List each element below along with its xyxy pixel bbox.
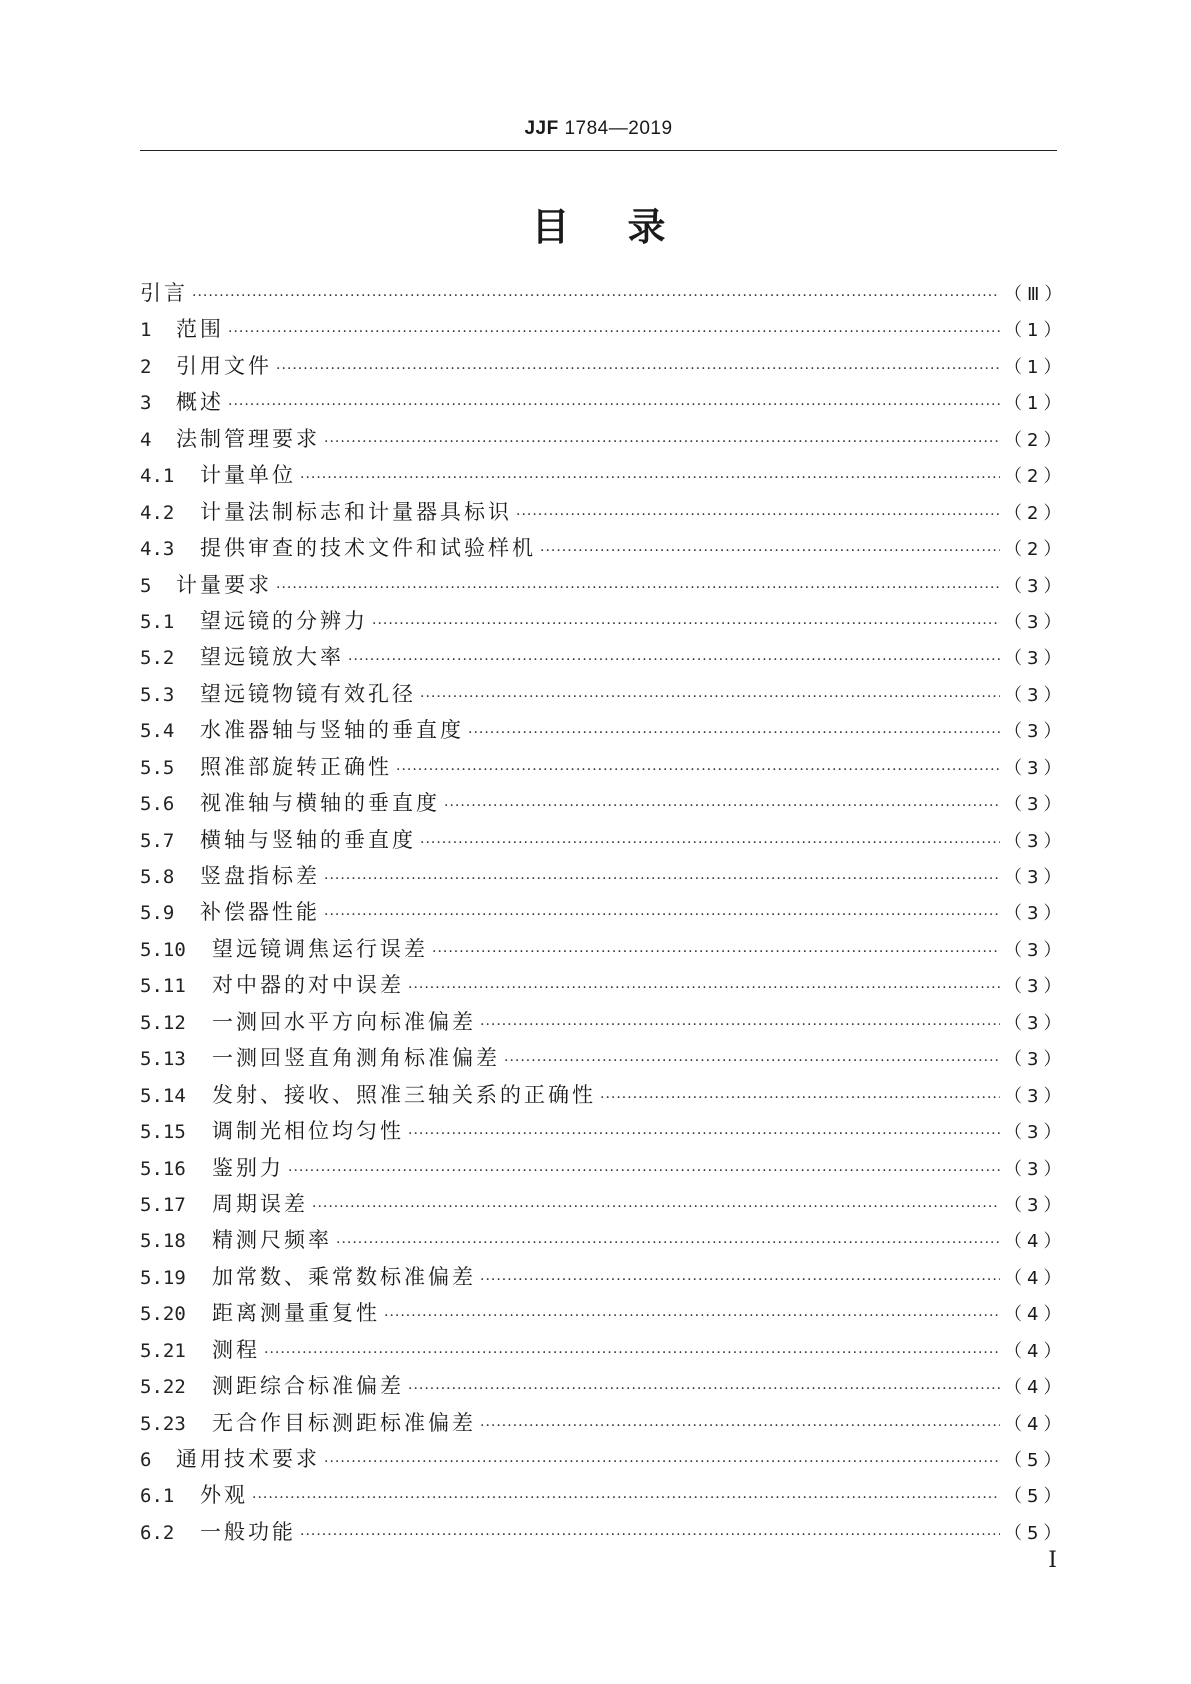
toc-leader-dots — [468, 715, 1000, 751]
toc-entry-page: （4） — [1004, 1304, 1067, 1326]
toc-entry-number: 5.5 — [140, 756, 175, 779]
toc-entry-page: （5） — [1004, 1450, 1067, 1471]
toc-entry[interactable] — [140, 275, 1068, 311]
toc-leader-dots — [408, 1371, 1000, 1407]
toc-entry-page: （1） — [1004, 320, 1067, 342]
toc-entry[interactable] — [140, 348, 1067, 384]
toc-entry-page: （3） — [1004, 611, 1067, 633]
toc-leader-dots — [324, 861, 1000, 897]
toc-entry-number: 5.16 — [140, 1157, 186, 1180]
toc-entry-title: 概述 — [176, 390, 224, 415]
toc-leader-dots — [504, 1043, 1000, 1079]
toc-entry-title: 计量要求 — [176, 572, 272, 597]
toc-entry-number: 5 — [140, 574, 152, 597]
toc-entry-page: （3） — [1004, 1085, 1067, 1107]
toc-entry-title: 望远镜物镜有效孔径 — [200, 681, 416, 706]
toc-entry-title: 测程 — [212, 1337, 260, 1362]
toc-leader-dots — [540, 533, 1000, 569]
toc-entry[interactable] — [140, 639, 1067, 675]
toc-entry[interactable] — [140, 1405, 1067, 1441]
toc-entry[interactable] — [140, 1113, 1067, 1149]
toc-entry-page: （3） — [1004, 939, 1067, 961]
toc-entry[interactable] — [140, 1004, 1067, 1040]
toc-entry-number: 5.11 — [140, 975, 186, 998]
toc-entry-page: （2） — [1004, 539, 1067, 561]
toc-entry-page: （5） — [1004, 1486, 1067, 1508]
toc-entry[interactable] — [140, 1259, 1067, 1295]
toc-entry-number: 5.1 — [140, 610, 175, 633]
toc-entry-title: 一测回竖直角测角标准偏差 — [212, 1046, 500, 1071]
toc-entry-title: 法制管理要求 — [176, 426, 320, 451]
toc-entry-title: 距离测量重复性 — [212, 1301, 380, 1326]
toc-entry[interactable] — [140, 567, 1067, 603]
toc-entry[interactable] — [140, 1186, 1067, 1222]
toc-leader-dots — [264, 1335, 1000, 1371]
toc-entry[interactable] — [140, 785, 1067, 821]
page-number: Ⅰ — [1048, 1548, 1057, 1573]
toc-entry-title: 周期误差 — [212, 1191, 308, 1216]
toc-entry-number: 5.12 — [140, 1011, 186, 1034]
toc-entry-number: 5.2 — [140, 647, 175, 670]
toc-entry-number: 5.19 — [140, 1266, 186, 1289]
toc-entry-number: 2 — [140, 355, 152, 378]
toc-leader-dots — [408, 970, 1000, 1006]
toc-leader-dots — [444, 788, 1000, 824]
toc-entry-page: （3） — [1004, 1122, 1067, 1144]
header-rule — [140, 150, 1057, 151]
toc-entry[interactable] — [140, 311, 1067, 347]
toc-leader-dots — [192, 278, 1000, 314]
toc-entry-number: 3 — [140, 392, 152, 415]
toc-entry-title: 鉴别力 — [212, 1155, 284, 1180]
toc-entry-title: 望远镜的分辨力 — [200, 608, 368, 633]
toc-leader-dots — [396, 752, 1000, 788]
toc-entry[interactable] — [140, 1368, 1067, 1404]
toc-entry[interactable] — [140, 676, 1067, 712]
toc-entry-number: 5.8 — [140, 866, 175, 888]
toc-entry-title: 测距综合标准偏差 — [212, 1374, 404, 1399]
toc-entry-page: （3） — [1004, 1049, 1067, 1071]
toc-entry-title: 加常数、乘常数标准偏差 — [212, 1264, 476, 1289]
toc-entry[interactable] — [140, 1077, 1067, 1113]
toc-entry[interactable] — [140, 749, 1067, 785]
toc-leader-dots — [252, 1480, 1000, 1516]
toc-entry-number: 4.2 — [140, 501, 175, 524]
toc-entry[interactable] — [140, 1150, 1067, 1186]
toc-entry-number: 5.15 — [140, 1121, 186, 1144]
toc-entry-page: （3） — [1004, 575, 1067, 597]
toc-entry-title: 视准轴与横轴的垂直度 — [200, 791, 440, 816]
toc-leader-dots — [288, 1153, 1000, 1189]
toc-entry-title: 计量单位 — [200, 463, 296, 488]
toc-entry-number: 4.1 — [140, 465, 175, 488]
toc-leader-dots — [408, 1116, 1000, 1152]
toc-leader-dots — [312, 1189, 1000, 1225]
toc-entry-title: 横轴与竖轴的垂直度 — [200, 827, 416, 852]
toc-entry-title: 一测回水平方向标准偏差 — [212, 1009, 476, 1034]
toc-entry-number: 6.2 — [140, 1521, 175, 1544]
toc-entry-number: 5.6 — [140, 793, 175, 816]
toc-entry-page: （3） — [1004, 684, 1067, 706]
toc-entry-number: 6.1 — [140, 1485, 175, 1508]
toc-entry-number: 6 — [140, 1449, 152, 1471]
toc-entry-title: 通用技术要求 — [176, 1447, 320, 1471]
toc-leader-dots — [324, 1444, 1000, 1480]
toc-entry-number: 5.14 — [140, 1084, 186, 1107]
toc-leader-dots — [420, 679, 1000, 715]
toc-entry[interactable] — [140, 858, 1067, 894]
toc-entry-page: （2） — [1004, 429, 1067, 451]
toc-leader-dots — [480, 1408, 1000, 1444]
toc-entry-page: （3） — [1004, 721, 1067, 743]
toc-entry-number: 5.17 — [140, 1193, 186, 1216]
toc-entry-number: 5.3 — [140, 683, 175, 706]
toc-entry[interactable] — [140, 1040, 1067, 1076]
toc-entry-title: 调制光相位均匀性 — [212, 1119, 404, 1144]
toc-entry[interactable] — [140, 967, 1067, 1003]
toc-entry-page: （3） — [1004, 1194, 1067, 1216]
toc-entry-page: （3） — [1004, 1012, 1067, 1034]
toc-entry[interactable] — [140, 1514, 1067, 1550]
document-code-header — [140, 118, 1057, 140]
toc-entry-page: （3） — [1004, 903, 1067, 925]
toc-entry-title: 引言 — [140, 281, 188, 305]
toc-leader-dots — [480, 1007, 1000, 1043]
toc-entry-page: （4） — [1004, 1267, 1067, 1289]
toc-entry-title: 引用文件 — [176, 353, 272, 378]
toc-entry-title: 外观 — [200, 1483, 248, 1508]
toc-entry-number: 5.22 — [140, 1376, 186, 1399]
toc-entry-title: 水准器轴与竖轴的垂直度 — [200, 718, 464, 743]
toc-entry-number: 5.18 — [140, 1230, 186, 1253]
toc-entry-title: 对中器的对中误差 — [212, 973, 404, 998]
page-title: 目录 — [531, 205, 724, 249]
toc-entry-page: （4） — [1004, 1413, 1067, 1435]
toc-entry[interactable] — [140, 822, 1067, 858]
toc-entry-page: （4） — [1004, 1231, 1067, 1253]
toc-entry-page: （3） — [1004, 867, 1067, 888]
toc-entry-page: （3） — [1004, 1158, 1067, 1180]
toc-leader-dots — [324, 424, 1000, 460]
toc-leader-dots — [516, 497, 1000, 533]
toc-entry-title: 精测尺频率 — [212, 1228, 332, 1253]
toc-entry-title: 范围 — [176, 317, 224, 342]
toc-entry-number: 5.7 — [140, 829, 175, 852]
toc-entry-number: 5.13 — [140, 1048, 186, 1071]
toc-entry-title: 竖盘指标差 — [200, 864, 320, 888]
toc-leader-dots — [432, 934, 1000, 970]
toc-entry-page: （3） — [1004, 757, 1067, 779]
toc-leader-dots — [384, 1298, 1000, 1334]
toc-entry-page: （2） — [1004, 466, 1067, 488]
toc-entry[interactable] — [140, 603, 1067, 639]
toc-entry-page: （2） — [1004, 502, 1067, 524]
toc-leader-dots — [276, 570, 1000, 606]
toc-entry-title: 计量法制标志和计量器具标识 — [200, 499, 512, 524]
toc-entry-title: 一般功能 — [200, 1519, 296, 1544]
toc-entry-title: 补偿器性能 — [200, 900, 320, 925]
toc-entry-number: 5.21 — [140, 1339, 186, 1362]
toc-entry[interactable] — [140, 421, 1067, 457]
toc-entry-page: （Ⅲ） — [1004, 284, 1068, 305]
toc-entry[interactable] — [140, 530, 1067, 566]
toc-leader-dots — [336, 1225, 1000, 1261]
toc-leader-dots — [276, 351, 1000, 387]
toc-entry-number: 4 — [140, 428, 152, 451]
toc-leader-dots — [300, 1517, 1000, 1553]
toc-entry-page: （1） — [1004, 356, 1067, 378]
toc-leader-dots — [300, 460, 1000, 496]
toc-entry[interactable] — [140, 457, 1067, 493]
toc-entry[interactable] — [140, 931, 1067, 967]
toc-entry-title: 提供审查的技术文件和试验样机 — [200, 536, 536, 561]
document-code-prefix: JJF — [524, 118, 559, 139]
toc-entry-number: 5.10 — [140, 938, 186, 961]
toc-leader-dots — [372, 606, 1000, 642]
toc-entry[interactable] — [140, 1332, 1067, 1368]
toc-entry-page: （3） — [1004, 648, 1067, 670]
toc-entry[interactable] — [140, 894, 1067, 930]
toc-entry-page: （4） — [1004, 1377, 1067, 1399]
toc-entry-number: 5.20 — [140, 1303, 186, 1326]
toc-entry-title: 无合作目标测距标准偏差 — [212, 1410, 476, 1435]
toc-entry-title: 发射、接收、照准三轴关系的正确性 — [212, 1082, 596, 1107]
toc-entry[interactable] — [140, 1295, 1067, 1331]
toc-entry[interactable] — [140, 1441, 1067, 1477]
toc-entry-page: （3） — [1004, 976, 1067, 998]
toc-entry-title: 照准部旋转正确性 — [200, 754, 392, 779]
toc-leader-dots — [420, 825, 1000, 861]
toc-entry-number: 4.3 — [140, 538, 175, 561]
table-of-contents — [140, 275, 1068, 1550]
toc-leader-dots — [228, 387, 1000, 423]
toc-entry[interactable] — [140, 1222, 1067, 1258]
toc-entry-number: 5.4 — [140, 720, 175, 743]
toc-entry-title: 望远镜放大率 — [200, 645, 344, 670]
document-code-number: 1784—2019 — [558, 118, 673, 139]
toc-leader-dots — [600, 1080, 1000, 1116]
toc-entry-page: （1） — [1004, 393, 1067, 415]
toc-leader-dots — [348, 642, 1000, 678]
toc-leader-dots — [480, 1262, 1000, 1298]
toc-entry[interactable] — [140, 494, 1067, 530]
toc-entry-number: 5.23 — [140, 1412, 186, 1435]
toc-entry[interactable] — [140, 1477, 1067, 1513]
toc-entry-page: （5） — [1004, 1522, 1067, 1544]
toc-entry-page: （4） — [1004, 1340, 1067, 1362]
toc-entry-number: 1 — [140, 319, 152, 342]
toc-leader-dots — [324, 897, 1000, 933]
toc-entry-number: 5.9 — [140, 902, 175, 925]
toc-entry[interactable] — [140, 384, 1067, 420]
toc-entry[interactable] — [140, 712, 1067, 748]
toc-entry-page: （3） — [1004, 830, 1067, 852]
toc-entry-title: 望远镜调焦运行误差 — [212, 936, 428, 961]
toc-leader-dots — [228, 314, 1000, 350]
toc-entry-page: （3） — [1004, 794, 1067, 816]
